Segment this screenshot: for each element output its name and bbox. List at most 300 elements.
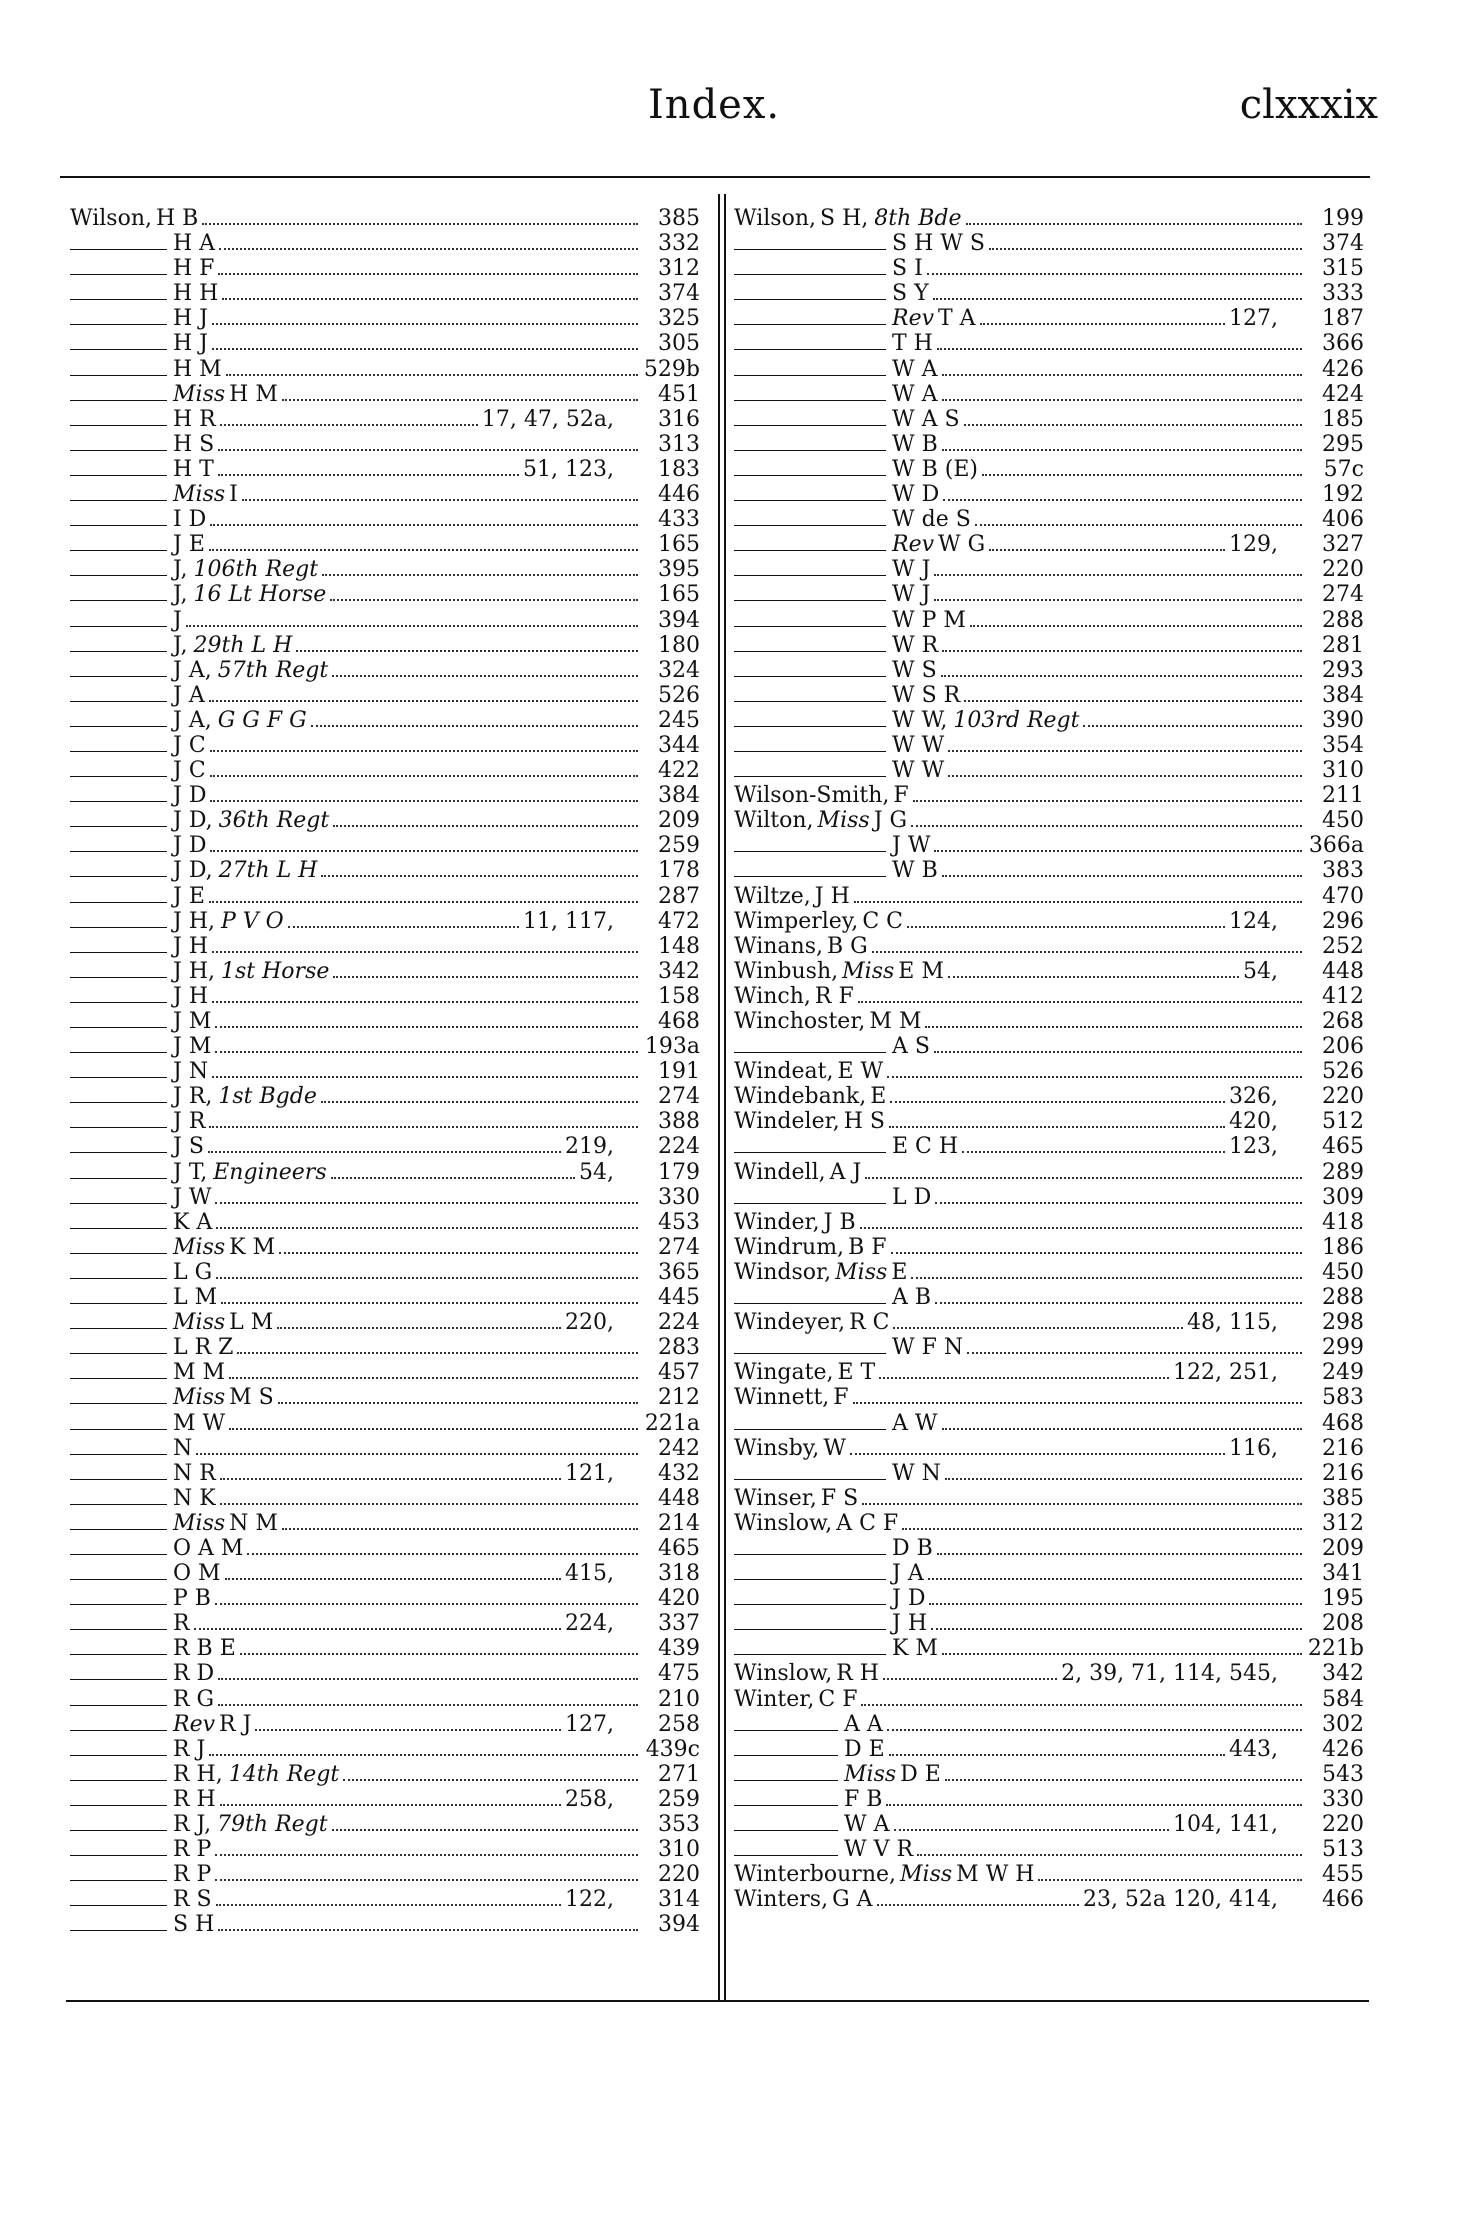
index-entry [734,758,1364,783]
entry-surname: Windebank, [734,1084,867,1110]
entry-given-names: K A [173,1209,213,1235]
entry-given-names: W de S [892,507,971,533]
entry-prefix: Miss [173,1310,226,1336]
entry-given-names: J M [173,1034,212,1060]
entry-page-number: 187 [1322,306,1364,332]
dot-leader [255,1717,561,1731]
index-entry [70,1034,700,1059]
entry-given-names: J E [173,532,205,558]
entry-surname: Winnett, [734,1385,830,1411]
dot-leader [221,1290,638,1304]
page-number: clxxxix [1239,82,1378,128]
index-entry [734,1185,1364,1210]
dot-leader [917,1842,1302,1856]
entry-page-number: 185 [1322,406,1364,432]
entry-page-number: 468 [658,1009,700,1034]
entry-given-names: R H, [173,1761,223,1787]
entry-given-names: J W [892,833,931,859]
dot-leader [220,1466,561,1480]
index-entry [734,608,1364,633]
ditto-dash [70,788,167,802]
dot-leader [879,1365,1169,1379]
index-entry [734,1009,1364,1034]
entry-page-number: 433 [658,507,700,533]
ditto-dash [70,763,167,777]
entry-given-names: I D [173,507,207,533]
dot-leader [945,1466,1302,1480]
ditto-dash [734,1566,886,1580]
index-entry [70,1260,700,1285]
entry-given-names: E T [837,1360,876,1386]
entry-extra-pages: 54, [579,1159,614,1185]
dot-leader [872,939,1302,953]
entry-given-names: R G [173,1686,215,1712]
ditto-dash [734,1792,838,1806]
entry-given-names: W A S [892,406,960,432]
entry-given-names: H J [173,331,208,357]
index-entry [734,231,1364,256]
entry-page-number: 209 [658,808,700,834]
dot-leader [877,1892,1079,1906]
entry-given-names: B G [827,933,868,959]
dot-leader [989,537,1225,551]
entry-given-names: N K [173,1485,216,1511]
entry-page-number: 199 [1322,206,1364,231]
dot-leader [216,1215,638,1229]
entry-page-number: 406 [1322,507,1364,533]
entry-given-names: M W [173,1410,226,1436]
entry-given-names: J E [173,883,205,909]
entry-page-number: 341 [1322,1561,1364,1587]
entry-given-names: H H [173,281,219,307]
index-entry [70,1636,700,1661]
ditto-dash [70,1616,167,1630]
index-entry [70,959,700,984]
dot-leader [942,437,1302,451]
entry-page-number: 212 [658,1385,700,1411]
entry-extra-pages: 122, 251, [1173,1360,1278,1386]
index-column-left [70,206,700,1937]
entry-page-number: 309 [1322,1184,1364,1210]
index-entry [734,281,1364,306]
entry-given-names: J D, [173,808,213,834]
index-entry [70,1536,700,1561]
entry-given-names: A W [892,1410,938,1436]
dot-leader [333,964,638,978]
entry-surname: Winslow, [734,1661,833,1687]
entry-extra-pages: 122, [565,1887,614,1913]
dot-leader [322,562,638,576]
index-entry [734,1812,1364,1837]
dot-leader [942,387,1303,401]
dot-leader [865,1165,1302,1179]
entry-unit-note: 29th L H [193,632,293,658]
entry-given-names: H M [229,381,278,407]
entry-prefix: Miss [900,1862,953,1888]
index-entry [734,1586,1364,1611]
entry-page-number: 445 [658,1285,700,1311]
entry-page-number: 450 [1322,808,1364,834]
entry-unit-note: 106th Regt [193,557,319,583]
entry-page-number: 330 [1322,1786,1364,1812]
ditto-dash [70,813,167,827]
dot-leader [277,1315,561,1329]
index-entry [734,658,1364,683]
entry-page-number: 310 [658,1837,700,1863]
entry-prefix: Miss [817,808,870,834]
entry-page-number: 258 [658,1711,700,1737]
index-entry [734,1486,1364,1511]
index-entry [734,783,1364,808]
index-entry [734,1787,1364,1812]
dot-leader [215,1039,638,1053]
index-entry [734,1235,1364,1260]
entry-page-number: 324 [658,657,700,683]
entry-page-number: 287 [658,883,700,909]
entry-given-names: R J, [173,1812,212,1837]
entry-page-number: 366 [1322,331,1364,357]
entry-page-number: 214 [658,1510,700,1536]
ditto-dash [734,1190,886,1204]
ditto-dash [70,1541,167,1555]
entry-surname: Windsor, [734,1259,832,1285]
entry-surname: Windrum, [734,1234,845,1260]
dot-leader [332,663,638,677]
ditto-dash [70,1190,167,1204]
ditto-dash [70,1114,167,1128]
entry-page-number: 385 [1322,1485,1364,1511]
entry-extra-pages: 124, [1229,908,1278,934]
entry-surname: Winterbourne, [734,1862,897,1888]
dot-leader [937,1541,1302,1555]
ditto-dash [70,1817,167,1831]
ditto-dash [734,1842,838,1856]
ditto-dash [70,688,167,702]
entry-given-names: W S R [892,682,961,708]
entry-given-names: A S [892,1034,930,1060]
entry-given-names: A A [844,1711,883,1737]
entry-extra-pages: 123, [1229,1134,1278,1160]
entry-page-number: 208 [1322,1611,1364,1637]
ditto-dash [734,261,886,275]
index-entry [734,206,1364,231]
dot-leader [934,587,1302,601]
dot-leader [288,914,519,928]
entry-given-names: N M [229,1510,278,1536]
ditto-dash [734,236,886,250]
dot-leader [212,1064,638,1078]
entry-page-number: 316 [658,406,700,432]
dot-leader [934,1039,1302,1053]
entry-unit-note: 79th Regt [217,1812,328,1837]
entry-given-names: W F N [892,1335,964,1361]
ditto-dash [734,462,886,476]
index-entry [734,357,1364,382]
dot-leader [883,1666,1057,1680]
dot-leader [889,1742,1225,1756]
dot-leader [962,1139,1225,1153]
dot-leader [902,1516,1302,1530]
entry-prefix: Miss [842,958,895,984]
entry-page-number: 220 [658,1862,700,1888]
entry-given-names: F [893,783,909,809]
ditto-dash [734,1742,838,1756]
entry-page-number: 318 [658,1561,700,1587]
index-entry [70,708,700,733]
index-entry [70,206,700,231]
entry-given-names: J D [892,1586,926,1612]
entry-page-number: 268 [1322,1009,1364,1034]
index-entry [734,909,1364,934]
index-entry [70,382,700,407]
entry-page-number: 543 [1322,1761,1364,1787]
entry-surname: Wingate, [734,1360,834,1386]
entry-page-number: 158 [658,983,700,1009]
entry-page-number: 325 [658,306,700,332]
entry-given-names: L R Z [173,1335,234,1361]
entry-page-number: 439 [658,1636,700,1662]
entry-extra-pages: 220, [565,1310,614,1336]
index-entry [734,633,1364,658]
entry-page-number: 192 [1322,482,1364,508]
entry-given-names: E C H [892,1134,959,1160]
ditto-dash [70,311,167,325]
ditto-dash [70,1139,167,1153]
dot-leader [210,512,638,526]
ditto-dash [70,387,167,401]
index-entry [70,582,700,607]
dot-leader [212,989,638,1003]
entry-page-number: 165 [658,582,700,608]
entry-given-names: W B [892,431,938,457]
index-entry [734,1712,1364,1737]
entry-unit-note: 103rd Regt [953,707,1080,733]
dot-leader [907,914,1225,928]
entry-surname: Winbush, [734,958,839,984]
index-entry [70,758,700,783]
ditto-dash [70,1692,167,1706]
index-entry [734,557,1364,582]
entry-surname: Windeler, [734,1109,840,1135]
dot-leader [929,1591,1302,1605]
index-entry [70,1611,700,1636]
dot-leader [210,838,638,852]
dot-leader [913,788,1302,802]
index-entry [734,833,1364,858]
entry-given-names: H S [173,431,215,457]
index-entry [734,1109,1364,1134]
entry-page-number: 305 [658,331,700,357]
index-entry [70,1511,700,1536]
index-entry [734,1536,1364,1561]
entry-surname: Winter, [734,1686,815,1712]
ditto-dash [70,1666,167,1680]
dot-leader [943,487,1302,501]
entry-given-names: W B (E) [892,456,978,482]
entry-page-number: 451 [658,381,700,407]
entry-extra-pages: 127, [565,1711,614,1737]
entry-given-names: J W [173,1184,212,1210]
ditto-dash [70,1516,167,1530]
entry-given-names: W P M [892,607,966,633]
entry-unit-note: Engineers [213,1159,327,1185]
entry-prefix: Miss [173,381,226,407]
entry-given-names: H T [173,456,214,482]
dot-leader [202,211,638,225]
entry-extra-pages: 420, [1229,1109,1278,1135]
entry-given-names: J H [173,983,208,1009]
dot-leader [893,1315,1183,1329]
entry-extra-pages: 51, 123, [523,456,614,482]
ditto-dash [70,1039,167,1053]
ditto-dash [70,1641,167,1655]
dot-leader [889,1114,1225,1128]
entry-prefix: Miss [173,1234,226,1260]
entry-page-number: 216 [1322,1435,1364,1461]
entry-page-number: 354 [1322,732,1364,758]
entry-surname: Wiltze, [734,883,811,909]
index-entry [734,1436,1364,1461]
entry-surname: Windeat, [734,1059,834,1085]
entry-page-number: 220 [1322,1812,1364,1837]
index-entry [70,884,700,909]
entry-page-number: 424 [1322,381,1364,407]
entry-page-number: 191 [658,1059,700,1085]
entry-surname: Wilson, [734,206,816,231]
entry-unit-note: 27th L H [218,858,318,884]
index-entry [734,407,1364,432]
entry-given-names: W A [844,1812,890,1837]
ditto-dash [70,437,167,451]
dot-leader [948,738,1302,752]
ditto-dash [734,763,886,777]
dot-leader [1083,713,1302,727]
dot-leader [942,1416,1303,1430]
dot-leader [296,638,638,652]
entry-extra-pages: 116, [1229,1435,1278,1461]
dot-leader [247,1541,638,1555]
entry-given-names: H J [173,306,208,332]
entry-given-names: J A, [173,657,212,683]
entry-given-names: R [173,1611,190,1637]
entry-surname: Wimperley, [734,908,859,934]
entry-given-names: N R [173,1460,216,1486]
ditto-dash [734,487,886,501]
index-entry [734,1461,1364,1486]
index-entry [70,1009,700,1034]
dot-leader [218,462,519,476]
entry-extra-pages: 127, [1229,306,1278,332]
entry-given-names: J D, [173,858,213,884]
dot-leader [218,1692,638,1706]
entry-prefix: Miss [173,482,226,508]
dot-leader [237,1340,638,1354]
entry-given-names: J, [173,582,188,608]
entry-page-number: 332 [658,231,700,257]
index-entry [70,608,700,633]
entry-surname: Winder, [734,1209,820,1235]
ditto-dash [734,1717,838,1731]
entry-given-names: W N [892,1460,941,1486]
entry-given-names: L D [892,1184,932,1210]
entry-page-number: 313 [658,431,700,457]
entry-page-number: 448 [1322,958,1364,984]
index-entry [734,1385,1364,1410]
entry-given-names: J A [892,1561,924,1587]
dot-leader [931,1616,1302,1630]
dot-leader [222,286,638,300]
index-entry [734,884,1364,909]
dot-leader [970,613,1302,627]
entry-given-names: M M [173,1360,226,1386]
entry-given-names: J G [873,808,908,834]
dot-leader [894,1817,1170,1831]
entry-given-names: B F [848,1234,887,1260]
dot-leader [186,613,638,627]
ditto-dash [70,713,167,727]
entry-page-number: 220 [1322,1084,1364,1110]
entry-given-names: T A [938,306,976,332]
index-entry [734,984,1364,1009]
dot-leader [218,1917,638,1931]
entry-page-number: 453 [658,1209,700,1235]
ditto-dash [734,1039,886,1053]
dot-leader [212,336,638,350]
entry-unit-note: G G F G [217,707,307,733]
entry-given-names: W A [892,356,938,382]
dot-leader [982,462,1302,476]
entry-page-number: 148 [658,933,700,959]
entry-page-number: 206 [1322,1034,1364,1060]
dot-leader [887,1064,1302,1078]
index-entry [734,1411,1364,1436]
entry-surname: Windeyer, [734,1310,846,1336]
index-entry [734,1737,1364,1762]
dot-leader [210,738,638,752]
index-entry [70,733,700,758]
index-entry [734,733,1364,758]
ditto-dash [70,889,167,903]
entry-page-number: 465 [658,1535,700,1561]
ditto-dash [734,613,886,627]
dot-leader [927,261,1302,275]
entry-given-names: P B [173,1586,211,1612]
ditto-dash [734,562,886,576]
index-entry [70,984,700,1009]
entry-prefix: Rev [892,306,935,332]
entry-unit-note: 1st Horse [221,958,330,984]
ditto-dash [70,613,167,627]
entry-given-names: A J [829,1159,862,1185]
entry-given-names: I [229,482,238,508]
entry-page-number: 165 [658,532,700,558]
entry-given-names: R B E [173,1636,236,1662]
entry-given-names: W J [892,557,931,583]
entry-page-number: 315 [1322,256,1364,282]
index-entry [734,1160,1364,1185]
index-entry [70,331,700,356]
index-entry [734,1134,1364,1159]
ditto-dash [70,1365,167,1379]
dot-leader [321,1089,638,1103]
index-entry [70,507,700,532]
entry-given-names: R P [173,1837,212,1863]
entry-given-names: E W [837,1059,884,1085]
entry-page-number: 365 [658,1259,700,1285]
entry-page-number: 422 [658,758,700,784]
dot-leader [212,311,638,325]
entry-given-names: J H [814,883,850,909]
